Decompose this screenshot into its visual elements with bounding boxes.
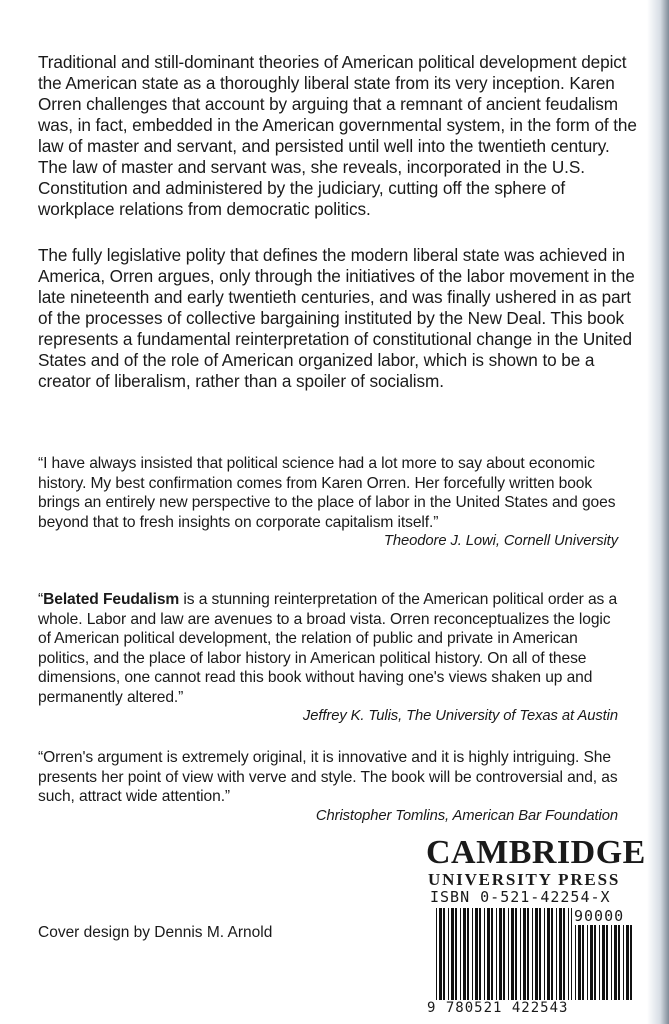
quote-text <box>38 590 618 707</box>
barcode-bar <box>630 925 632 1000</box>
barcode-bar <box>544 908 545 1000</box>
barcode-bar <box>463 908 466 1000</box>
price-code: 90000 <box>574 907 625 925</box>
cover-design-credit: Cover design by Dennis M. Arnold <box>38 924 273 941</box>
book-title: Belated Feudalism <box>43 591 180 608</box>
isbn-barcode <box>436 908 572 1000</box>
barcode-bar <box>467 908 469 1000</box>
quote-body: is a stunning reinterpretation of the American political order as a whole. Labor and law are avenues to a broad vista. Orren reconceptualizes the logic of American political development, the relation of public and private in American politics, and the place of labor history in American political history. On all of these dimensions, one cannot read this book without having one's views shaken up and permanently altered.” <box>38 591 618 706</box>
barcode-bar <box>479 908 481 1000</box>
barcode-bar <box>602 925 605 1000</box>
barcode-bar <box>491 908 493 1000</box>
barcode-bar <box>618 925 620 1000</box>
barcode-bar <box>539 908 541 1000</box>
barcode-bar <box>511 908 514 1000</box>
barcode-bar <box>484 908 485 1000</box>
barcode-bar <box>559 908 562 1000</box>
barcode-bar <box>532 908 533 1000</box>
barcode-bar <box>590 925 593 1000</box>
barcode-bar <box>606 925 608 1000</box>
barcode-bar <box>582 925 584 1000</box>
ean-digits: 9 780521 422543 <box>427 1000 569 1016</box>
publisher-name: CAMBRIDGE <box>426 834 646 871</box>
quote-attribution: Theodore J. Lowi, Cornell University <box>383 533 618 549</box>
barcode-bar <box>436 908 437 1000</box>
barcode-bar <box>443 908 445 1000</box>
barcode-bar <box>503 908 505 1000</box>
quote-attribution: Christopher Tomlins, American Bar Foundation <box>315 807 618 824</box>
price-barcode <box>575 925 633 1000</box>
review-quote-1 <box>38 454 618 551</box>
publisher-logo <box>426 836 646 890</box>
barcode-bar <box>523 908 526 1000</box>
barcode-bar <box>599 925 600 1000</box>
barcode-bar <box>556 908 557 1000</box>
barcode-bar <box>460 908 461 1000</box>
barcode-bar <box>626 925 629 1000</box>
barcode-bar <box>623 925 624 1000</box>
barcode-bar <box>451 908 454 1000</box>
review-quote-2 <box>38 590 618 726</box>
barcode-bar <box>448 908 449 1000</box>
barcode-bar <box>568 908 569 1000</box>
quote-attribution: Jeffrey K. Tulis, The University of Texas at Austin <box>302 708 618 724</box>
barcode-bar <box>508 908 509 1000</box>
review-quote-3 <box>38 748 618 826</box>
barcode-bar <box>614 925 617 1000</box>
description-paragraph-1 <box>38 52 638 220</box>
barcode-bar <box>551 908 553 1000</box>
description-text-2: The fully legislative polity that defines the modern liberal state was achieved in America, Orren argues, only through the initiatives of the labor movement in the late nineteenth and early twentieth centuries, and was finally ushered in as part of the processes of collective bargaining instituted by the New Deal. This book represents a fundamental reinterpretation of constitutional change in the United States and of the role of American organized labor, which is shown to be a creator of liberalism, rather than a spoiler of socialism. <box>38 245 635 391</box>
publisher-subtitle: UNIVERSITY PRESS <box>428 870 621 889</box>
barcode-bar <box>499 908 502 1000</box>
barcode-bar <box>594 925 596 1000</box>
description-paragraph-2 <box>38 245 638 392</box>
barcode-bar <box>472 908 473 1000</box>
barcode-bar <box>515 908 517 1000</box>
quote-text: “I have always insisted that political science had a lot more to say about economic history. My best confirmation comes from Karen Orren. Her forcefully written book brings an entirely new perspective to the place of labor in the United States and goes beyond that to fresh insights on corporate capitalism itself.” <box>38 455 616 531</box>
page-edge-shadow <box>647 0 669 1024</box>
barcode-bar <box>475 908 478 1000</box>
barcode-bar <box>587 925 588 1000</box>
barcode-bar <box>611 925 612 1000</box>
barcode-bar <box>455 908 457 1000</box>
quote-open-mark: “ <box>38 591 44 608</box>
barcode-bar <box>578 925 581 1000</box>
barcode-bar <box>527 908 529 1000</box>
barcode-bar <box>571 908 572 1000</box>
barcode-bar <box>496 908 497 1000</box>
barcode-bar <box>535 908 538 1000</box>
isbn-label: ISBN 0-521-42254-X <box>430 888 611 906</box>
barcode-bar <box>547 908 550 1000</box>
barcode-bar <box>439 908 442 1000</box>
barcode-bar <box>563 908 565 1000</box>
quote-text: “Orren's argument is extremely original, it is innovative and it is highly intriguing. She presents her point of view with verve and style. The book will be controversial and, as such, attract wide attention.” <box>38 749 618 805</box>
description-text-1: Traditional and still-dominant theories of American political development depict the American state as a thoroughly liberal state from its very inception. Karen Orren challenges that account by arguing that a remnant of ancient feudalism was, in fact, embedded in the American governmental system, in the form of the law of master and servant, and persisted until well into the twentieth century. The law of master and servant was, she reveals, incorporated in the U.S. Constitution and administered by the judiciary, cutting off the sphere of workplace relations from democratic politics. <box>38 52 637 219</box>
barcode-bar <box>520 908 521 1000</box>
barcode-bar <box>487 908 490 1000</box>
barcode-bar <box>575 925 576 1000</box>
